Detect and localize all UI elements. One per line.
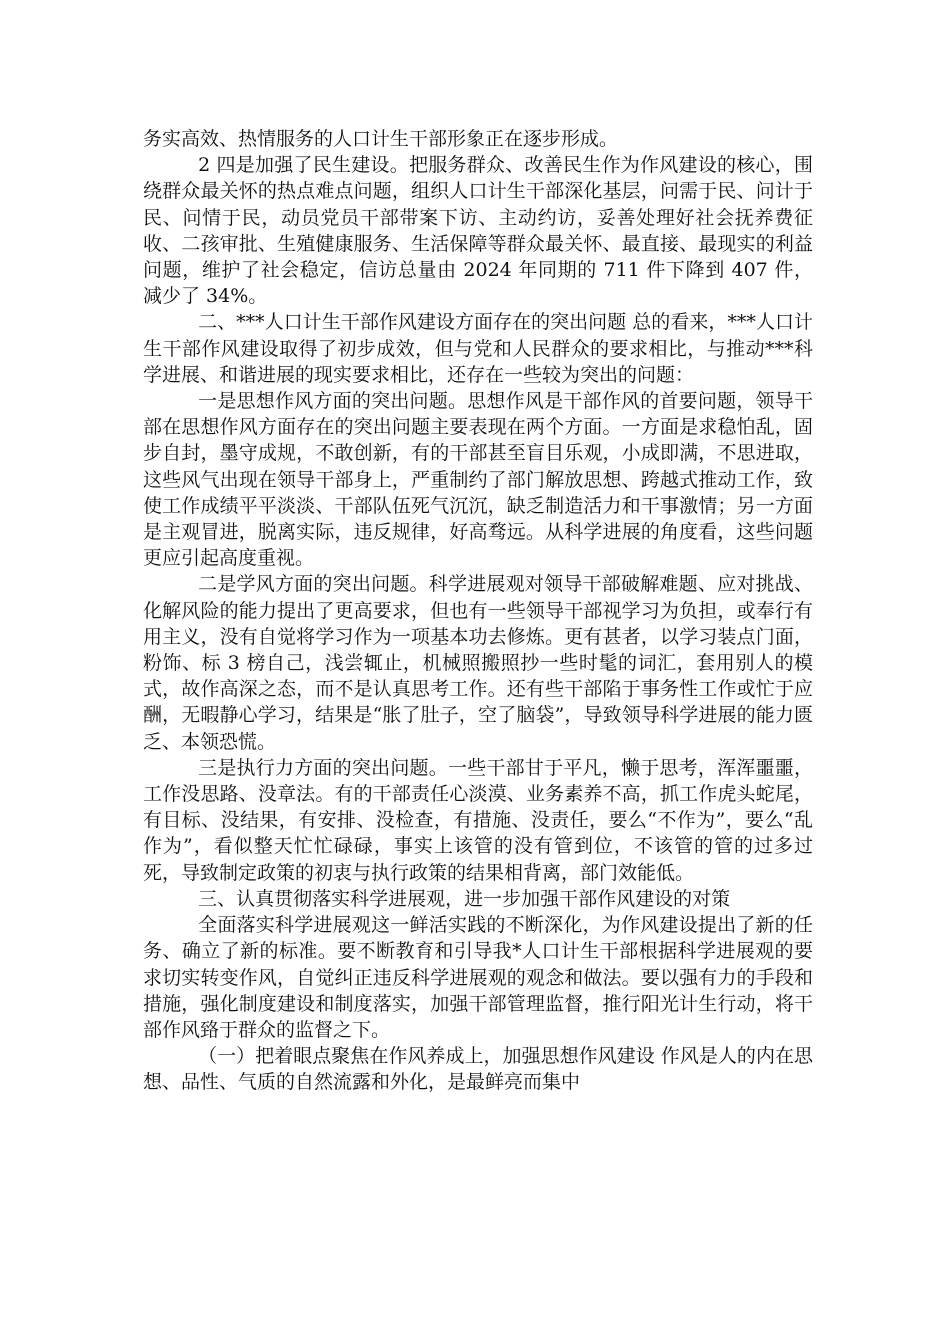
paragraph-implementation: 全面落实科学进展观这一鲜活实践的不断深化，为作风建设提出了新的任务、确立了新的标准。要不断教育和引导我*人口计生干部根据科学进展观的要求切实转变作风，自觉纠正违反科学进展观的观念和做法。要以强有力的手段和措施，强化制度建设和制度落实，加强干部管理监督，推行阳光计生行动，将干部作风臵于群众的监督之下。 [143,914,813,1041]
paragraph-study-style: 二是学风方面的突出问题。科学进展观对领导干部破解难题、应对挑战、化解风险的能力提出了更高要求，但也有一些领导干部视学习为负担，或奉行有用主义，没有自觉将学习作为一项基本功去修炼。更有甚者，以学习装点门面，粉饰、标 3 榜自己，浅尝辄止，机械照搬照抄一些时髦的词汇，套用别人的模式，故作高深之态，而不是认真思考工作。还有些干部陷于事务性工作或忙于应酬，无暇静心学习，结果是“胀了肚子，空了脑袋”，导致领导科学进展的能力匮乏、本领恐慌。 [143,573,813,753]
paragraph-subsection-one: （一）把着眼点聚焦在作风养成上，加强思想作风建设 作风是人的内在思想、品性、气质的自然流露和外化，是最鲜亮而集中 [143,1045,813,1094]
paragraph-continued: 务实高效、热情服务的人口计生干部形象正在逐步形成。 [143,128,619,150]
section-heading-countermeasures: 三、认真贯彻落实科学进展观，进一步加强干部作风建设的对策 [198,887,731,910]
paragraph-livelihood: 2 四是加强了民生建设。把服务群众、改善民生作为作风建设的核心，围绕群众最关怀的热点难点问题，组织人口计生干部深化基层，问需于民、问计于民、问情于民，动员党员干部带案下访、主动约访，妥善处理好社会抚养费征收、二孩审批、生殖健康服务、生活保障等群众最关怀、最直接、最现实的利益问题，维护了社会稳定，信访总量由 2024 年同期的 711 件下降到 407 件，减少了 34%。 [143,154,813,308]
paragraph-execution: 三是执行力方面的突出问题。一些干部甘于平凡，懒于思考，浑浑噩噩，工作没思路、没章法。有的干部责任心淡漠、业务素养不高，抓工作虎头蛇尾，有目标、没结果，有安排、没检查，有措施、没责任，要么“不作为”，要么“乱作为”，看似整天忙忙碌碌，事实上该管的没有管到位，不该管的管的过多过死，导致制定政策的初衷与执行政策的结果相背离，部门效能低。 [143,756,813,884]
section-heading-problems: 二、***人口计生干部作风建设方面存在的突出问题 总的看来，***人口计生干部作风建设取得了初步成效，但与党和人民群众的要求相比，与推动***科学进展、和谐进展的现实要求相比，还存在一些较为突出的问题： [143,311,813,386]
paragraph-ideology-style: 一是思想作风方面的突出问题。思想作风是干部作风的首要问题，领导干部在思想作风方面存在的突出问题主要表现在两个方面。一方面是求稳怕乱，固步自封，墨守成规，不敢创新，有的干部甚至盲目乐观，小成即满，不思进取，这些风气出现在领导干部身上，严重制约了部门解放思想、跨越式推动工作，致使工作成绩平平淡淡、干部队伍死气沉沉，缺乏制造活力和干事激情；另一方面是主观冒进，脱离实际，违反规律，好高骛远。从科学进展的角度看，这些问题更应引起高度重视。 [143,390,813,570]
document-body [143,126,813,1096]
